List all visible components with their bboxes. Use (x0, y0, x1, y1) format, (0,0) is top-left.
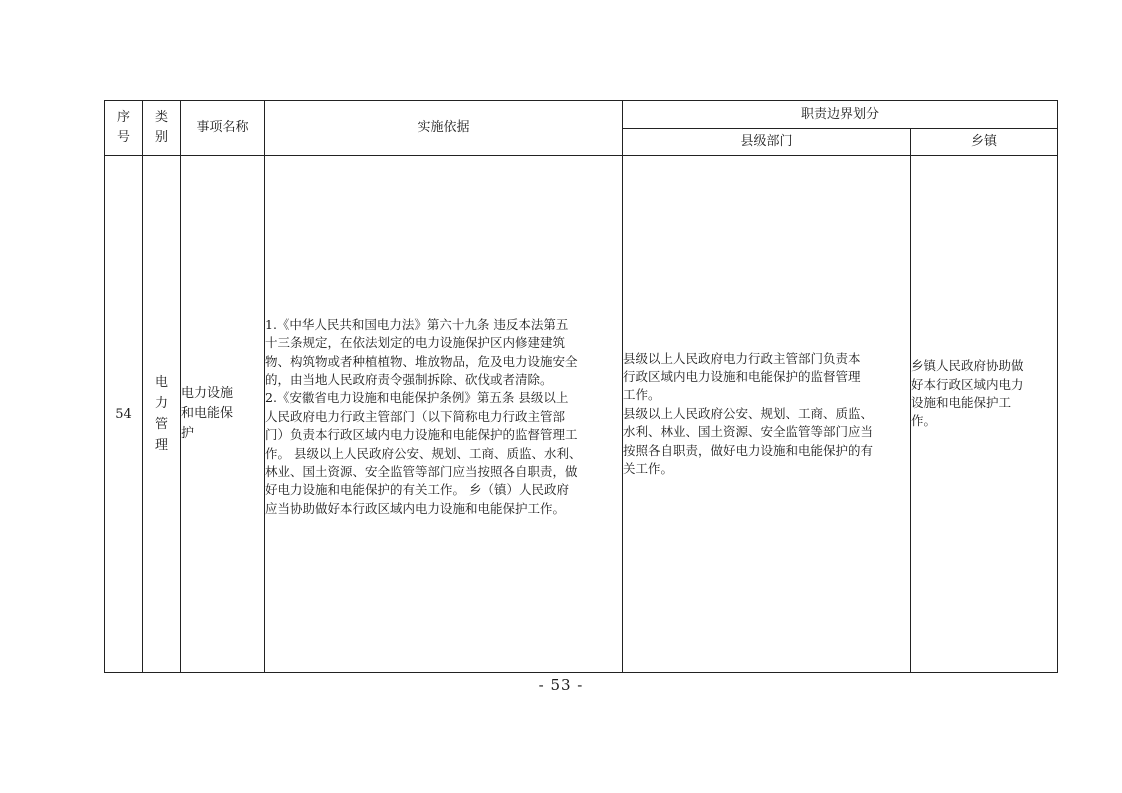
basis-line: 1.《中华人民共和国电力法》第六十九条 违反本法第五 (265, 316, 569, 332)
basis-line: 十三条规定，在依法划定的电力设施保护区内修建建筑 (265, 335, 566, 351)
header-seq-char-1: 序 (116, 110, 130, 125)
basis-line: 好电力设施和电能保护的有关工作。 乡（镇）人民政府 (265, 482, 569, 498)
header-category (143, 101, 181, 156)
county-line: 县级以上人民政府电力行政主管部门负责本 (623, 350, 861, 366)
basis-line: 2.《安徽省电力设施和电能保护条例》第五条 县级以上 (265, 390, 569, 406)
county-line: 按照各自职责，做好电力设施和电能保护的有 (623, 442, 874, 458)
row-category-char-1: 电 (154, 375, 168, 390)
header-category-char-2: 别 (154, 130, 168, 145)
header-seq (105, 101, 143, 156)
basis-line: 作。 县级以上人民政府公安、规划、工商、质监、水利、 (265, 445, 582, 461)
row-item-name (181, 156, 265, 673)
town-line: 好本行政区域内电力 (911, 376, 1024, 392)
town-line: 设施和电能保护工 (911, 395, 1012, 410)
header-town: 乡镇 (911, 129, 1058, 156)
row-town-duty (911, 156, 1058, 673)
header-seq-char-2: 号 (116, 130, 130, 145)
header-category-char-1: 类 (154, 110, 168, 125)
row-county-duty (623, 156, 911, 673)
basis-line: 林业、国土资源、安全监管等部门应当按照各自职责，做 (265, 464, 578, 480)
town-line: 作。 (911, 413, 937, 429)
row-category-char-4: 理 (154, 438, 168, 453)
header-basis: 实施依据 (265, 101, 623, 156)
basis-line: 物、构筑物或者种植植物、堆放物品，危及电力设施安全 (265, 353, 578, 369)
county-line: 水利、林业、国土资源、安全监管等部门应当 (623, 424, 874, 440)
basis-line: 应当协助做好本行政区域内电力设施和电能保护工作。 (265, 500, 566, 516)
county-line: 工作。 (623, 387, 661, 403)
county-line: 县级以上人民政府公安、规划、工商、质监、 (623, 405, 874, 421)
basis-line: 的，由当地人民政府责令强制拆除、砍伐或者清除。 (265, 371, 553, 387)
responsibility-table (104, 100, 1058, 673)
row-item-name-line-3: 护 (181, 426, 195, 441)
row-basis (265, 156, 623, 673)
row-category (143, 156, 181, 673)
header-division: 职责边界划分 (623, 101, 1058, 129)
county-line: 行政区域内电力设施和电能保护的监督管理 (623, 368, 861, 384)
page-number: - 53 - (538, 676, 584, 694)
row-category-char-3: 管 (154, 417, 168, 432)
header-county: 县级部门 (623, 129, 911, 156)
row-item-name-line-1: 电力设施 (181, 386, 234, 401)
town-line: 乡镇人民政府协助做 (911, 358, 1024, 374)
basis-line: 人民政府电力行政主管部门（以下简称电力行政主管部 (265, 408, 566, 424)
row-item-name-line-2: 和电能保 (181, 406, 234, 421)
basis-line: 门）负责本行政区域内电力设施和电能保护的监督管理工 (265, 427, 578, 443)
county-line: 关工作。 (623, 461, 674, 477)
header-item-name: 事项名称 (181, 101, 265, 156)
row-seq: 54 (105, 156, 143, 673)
row-category-char-2: 力 (154, 396, 168, 411)
